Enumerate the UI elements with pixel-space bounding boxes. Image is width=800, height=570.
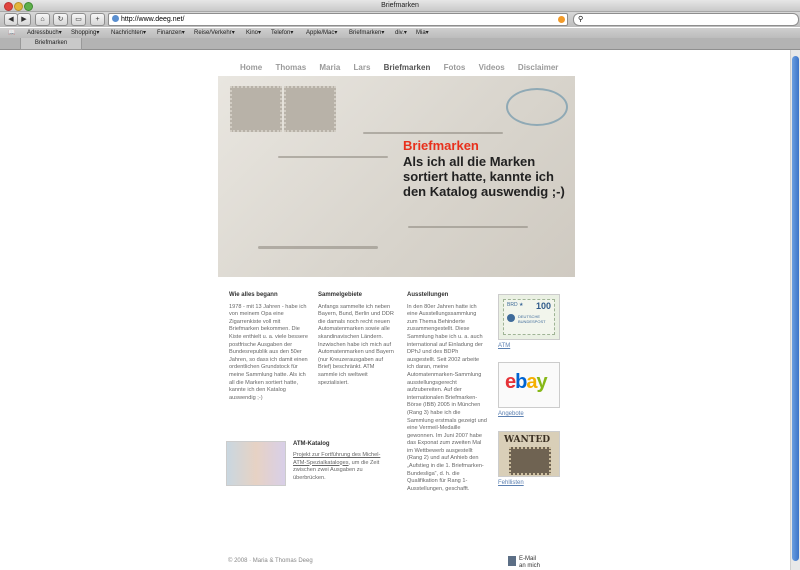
atm-catalog-image[interactable] [226,441,286,486]
screen-icon[interactable]: ▭ [71,13,86,26]
angebote-link[interactable]: Angebote [498,411,524,417]
bookmarks-bar [0,28,800,38]
bookmark-div[interactable]: div.▾ [395,30,407,36]
tab-bar [0,38,800,50]
bookmark-telefon[interactable]: Telefon▾ [271,30,294,36]
atm-title: ATM-Katalog [293,441,330,447]
posthorn-icon [507,314,515,322]
ebay-thumbnail[interactable] [498,362,560,408]
stamp-image-right [284,86,336,132]
address-url: http://www.deeg.net/ [121,16,185,23]
search-input[interactable] [573,13,799,26]
globe-icon [112,15,119,22]
scrollbar-thumb[interactable] [792,56,799,561]
nav-lars[interactable]: Lars [353,63,371,72]
bookmark-nachrichten[interactable]: Nachrichten▾ [111,30,147,36]
home-icon[interactable]: ⌂ [35,13,50,26]
add-bookmark-button[interactable]: + [90,13,105,26]
mail-icon [508,556,516,566]
hero-title: Briefmarken [403,138,479,153]
bookmark-shopping[interactable]: Shopping▾ [71,30,100,36]
reload-icon[interactable]: ↻ [53,13,68,26]
fehllisten-link[interactable]: Fehllisten [498,480,524,486]
atm-link[interactable]: ATM [498,343,511,349]
handwriting-line [408,226,528,228]
atm-description: Projekt zur Fortführung des Michel-ATM-Spezialkataloges, um die Zeit zwischen zwei Ausgaben zu überbrücken. [293,452,381,481]
forward-button[interactable]: ▶ [17,13,31,26]
tab-briefmarken[interactable]: Briefmarken [20,38,82,50]
column-ausstellungen [407,292,487,493]
ebay-logo: ebay [505,371,547,393]
bookmarks-book-icon[interactable]: 📖 [8,30,16,36]
email-link[interactable]: E-Mail an mich [508,556,540,570]
column-text: 1978 - mit 13 Jahren - habe ich von meinem Opa eine Zigarrenkiste voll mit Briefmarken bekommen. Die Kiste enthielt u. a. viele bessere postfrische Ausgaben der Bundesrepublik aus den 50er Jahren, so dass ich damit einen ordentlichen Grundstock für meine Sammlung hatte. Als ich all die Marken sortiert hatte, kannte ich den Katalog auswendig ;-) [229,303,308,401]
column-text: Anfangs sammelte ich neben Bayern, Bund, Berlin und DDR die damals noch recht neuen Automatenmarken sowie alle skandinavischen Ländern. Inzwischen habe ich mich auf Automatenmarken und Bayern (nur Kreuzerausgaben auf Brief) beschränkt. ATM sammle ich weltweit spezialisiert. [318,303,394,386]
search-icon: ⚲ [578,16,584,23]
nav-videos[interactable]: Videos [478,63,505,72]
column-heading: Sammelgebiete [318,292,363,298]
nav-briefmarken[interactable]: Briefmarken [383,63,431,72]
column-wie-alles-begann [229,292,309,402]
wanted-thumbnail[interactable]: WANTED [498,431,560,477]
bookmark-adressbuch[interactable]: Adressbuch▾ [27,30,62,36]
nav-thomas[interactable]: Thomas [275,63,307,72]
vertical-scrollbar[interactable] [790,50,800,570]
column-sammelgebiete [318,292,394,387]
site-nav [240,63,569,72]
hero-image [218,76,575,277]
browser-toolbar [0,12,800,27]
stamp-image-left [230,86,282,132]
window-title: Briefmarken [381,2,419,9]
window-titlebar [0,0,800,12]
nav-fotos[interactable]: Fotos [443,63,466,72]
hero-text: Als ich all die Marken sortiert hatte, kannte ich den Katalog auswendig ;-) [403,154,565,199]
atm-stamp-thumbnail[interactable]: BRD ★ 100 DEUTSCHE BUNDESPOST [498,294,560,340]
bookmark-mia[interactable]: Mia▾ [416,30,429,36]
address-bar[interactable] [108,13,568,26]
column-text: In den 80er Jahren hatte ich eine Ausstellungssammlung zum Thema Behinderte zusammengestellt. Diese Sammlung habe ich u. a. auch international auf Einladung der DPhJ und des BDPh ausgestellt. Seit 2002 arbeite ich daran, meine Automatenmarken-Sammlung ausstellungsgerecht aufzubereiten. Auf der internationalen Briefmarken-Börse (IBB) 2005 in München (Rang 3) habe ich die Sammlung erstmals gezeigt und eine Vermeil-Medaille gewonnen. Im Juni 2007 habe das Exponat zum zweiten Mal im Wettbewerb ausgestellt (Rang 2) und auf Anhieb den „Aufstieg in die 1. Briefmarken-Bundesliga“, d. h. die Qualifikation für Rang 1-Ausstellungen, geschafft. [407,303,487,492]
cancellation-mark [258,246,378,249]
handwriting-line [278,156,388,158]
nav-disclaimer[interactable]: Disclaimer [517,63,559,72]
footer-copyright: © 2008 · Maria & Thomas Deeg [228,558,313,564]
bookmark-apple-mac[interactable]: Apple/Mac▾ [306,30,338,36]
nav-maria[interactable]: Maria [319,63,341,72]
stamp-image [509,447,551,475]
back-button[interactable]: ◀ [4,13,18,26]
postmark-oval [506,88,568,126]
rss-icon[interactable] [558,16,565,23]
bookmark-finanzen[interactable]: Finanzen▾ [157,30,185,36]
handwriting-line [363,132,503,134]
bookmark-kino[interactable]: Kino▾ [246,30,262,36]
atm-catalog-link[interactable]: Projekt zur Fortführung des Michel-ATM-Spezialkataloges [293,452,381,466]
bookmark-briefmarken[interactable]: Briefmarken▾ [349,30,385,36]
column-heading: Ausstellungen [407,292,449,298]
column-heading: Wie alles begann [229,292,278,298]
bookmark-reise-verkehr[interactable]: Reise/Verkehr▾ [194,30,235,36]
nav-home[interactable]: Home [240,63,263,72]
